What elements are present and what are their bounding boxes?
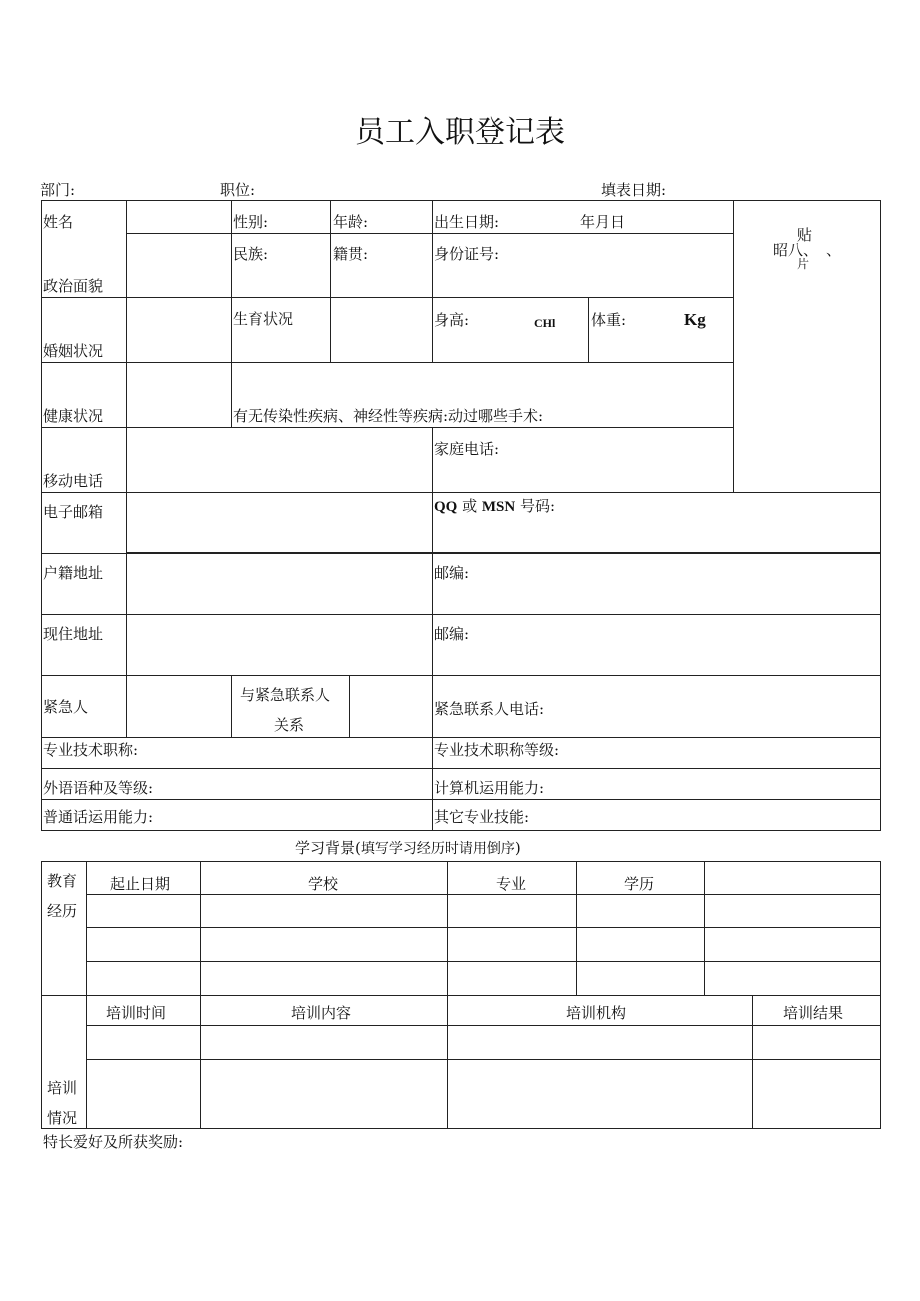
health-question: 有无传染性疾病、神经性等疾病:动过哪些手术: (233, 407, 544, 425)
edu-col-dates: 起止日期 (110, 875, 171, 893)
title-prof-label: 专业技术职称: (43, 741, 139, 759)
weight-label: 体重: (591, 311, 627, 329)
train-col-time: 培训时间 (106, 1004, 167, 1022)
age-label: 年龄: (333, 213, 369, 231)
photo-text-4: 片 (797, 257, 810, 271)
hobbies-label: 特长爱好及所获奖励: (43, 1133, 184, 1151)
edu-col-school: 学校 (308, 875, 339, 893)
postcode-label-2: 邮编: (434, 625, 470, 643)
birth-label: 出生日期: (434, 213, 500, 231)
id-number-label: 身份证号: (434, 245, 500, 263)
politics-label: 政治面貌 (43, 277, 104, 295)
native-label: 籍贯: (333, 245, 369, 263)
postcode-label-1: 邮编: (434, 564, 470, 582)
edu-col-degree: 学历 (624, 875, 655, 893)
height-unit: CHl (534, 316, 556, 330)
home-phone-label: 家庭电话: (434, 440, 500, 458)
computer-label: 计算机运用能力: (434, 779, 545, 797)
mobile-label: 移动电话 (43, 472, 104, 490)
health-label: 健康状况 (43, 407, 104, 425)
dept-label: 部门: (40, 181, 76, 199)
emergency-phone-label: 紧急联系人电话: (434, 700, 545, 718)
relation-label-1: 与紧急联系人 (240, 686, 331, 704)
mandarin-label: 普通话运用能力: (43, 808, 154, 826)
study-heading: 学习背景(填写学习经历时请用倒序) (295, 839, 521, 857)
gender-label: 性别: (233, 213, 269, 231)
training-label-2: 情况 (47, 1109, 78, 1127)
photo-text-1: 贴 (797, 226, 813, 244)
training-label-1: 培训 (47, 1079, 78, 1097)
birth-units: 年月日 (580, 213, 626, 231)
height-label: 身高: (434, 311, 470, 329)
education-label-1: 教育 (47, 872, 78, 890)
email-label: 电子邮箱 (43, 503, 104, 521)
language-label: 外语语种及等级: (43, 779, 154, 797)
position-label: 职位: (220, 181, 256, 199)
education-label-2: 经历 (47, 902, 78, 920)
page-title: 员工入职登记表 (355, 115, 565, 150)
marital-label: 婚姻状况 (43, 342, 104, 360)
emergency-contact-label: 紧急人 (43, 698, 89, 716)
train-col-result: 培训结果 (783, 1004, 844, 1022)
fill-date-label: 填表日期: (601, 181, 667, 199)
train-col-org: 培训机构 (566, 1004, 627, 1022)
relation-label-2: 关系 (274, 716, 305, 734)
other-skill-label: 其它专业技能: (434, 808, 530, 826)
address-label: 现住地址 (43, 625, 104, 643)
photo-text-2: 昭八、 (773, 241, 819, 259)
ethnicity-label: 民族: (233, 245, 269, 263)
fertility-label: 生育状况 (233, 310, 294, 328)
title-level-label: 专业技术职称等级: (434, 741, 560, 759)
weight-unit: Kg (684, 310, 706, 329)
photo-text-3: 、 (826, 241, 842, 259)
train-col-content: 培训内容 (291, 1004, 352, 1022)
edu-col-major: 专业 (496, 875, 527, 893)
qq-msn-label: QQ 或 MSN 号码: (434, 497, 556, 515)
name-label: 姓名 (43, 213, 74, 231)
hukou-label: 户籍地址 (43, 564, 104, 582)
